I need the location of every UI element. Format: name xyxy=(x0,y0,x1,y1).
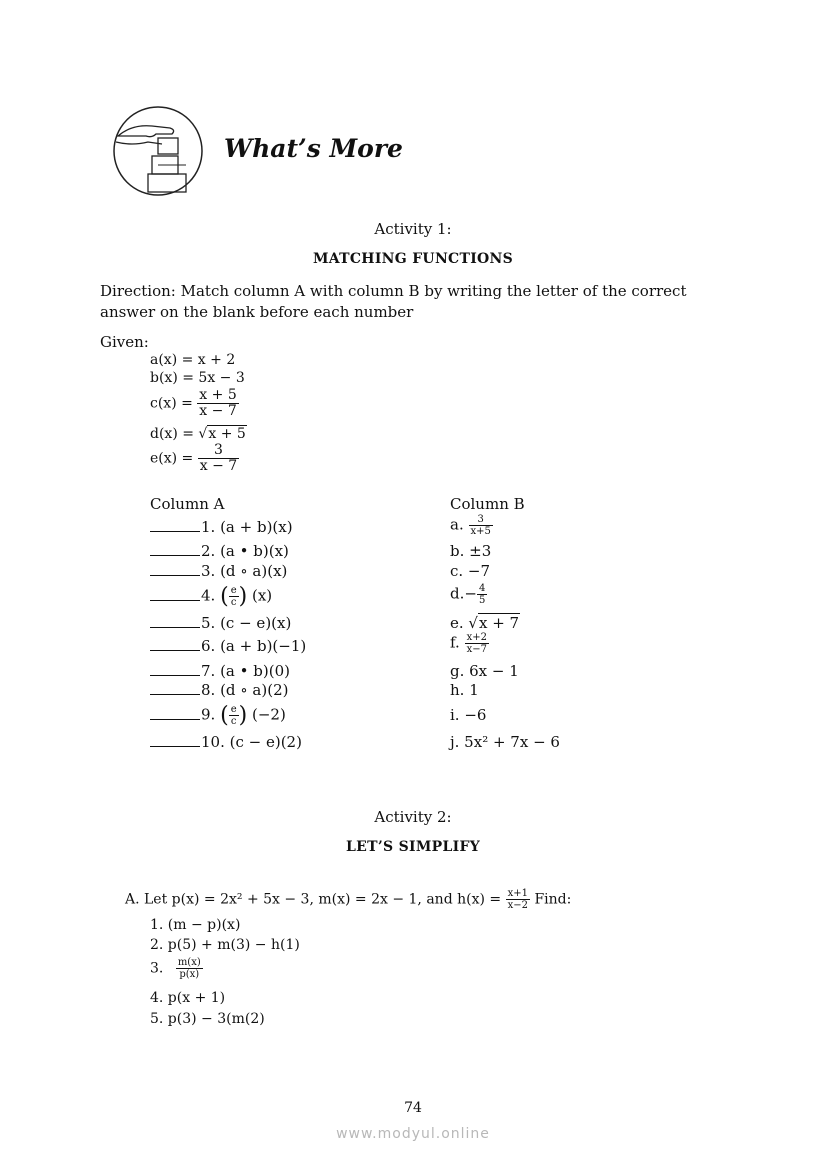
simplify-intro-suffix: Find: xyxy=(534,891,572,908)
column-b-header: Column B xyxy=(450,495,525,513)
function-c-lhs: c(x) = xyxy=(150,395,193,412)
activity2-title: LET’S SIMPLIFY xyxy=(345,839,480,855)
column-a-item: 7. (a • b)(0) xyxy=(150,662,290,680)
column-a-item: 10. (c − e)(2) xyxy=(150,733,302,751)
column-a-item: 2. (a • b)(x) xyxy=(150,542,289,560)
activity1-label: Activity 1: xyxy=(374,220,452,238)
column-a-item: 1. (a + b)(x) xyxy=(150,518,293,536)
answer-blank[interactable] xyxy=(150,519,200,532)
column-a-header: Column A xyxy=(150,495,225,513)
column-a-item: 9. ( $\frac{e}{c}$ ) (−2) xyxy=(150,703,286,728)
function-d-lhs: d(x) = √ xyxy=(150,426,208,442)
column-b-item: j. 5x² + 7x − 6 xyxy=(450,733,560,751)
column-a-item: 5. (c − e)(x) xyxy=(150,614,291,632)
given-label: Given: xyxy=(100,333,149,351)
function-d xyxy=(150,426,247,442)
function-e-fraction xyxy=(198,443,239,474)
answer-blank[interactable] xyxy=(150,707,200,720)
function-e-numerator: 3 xyxy=(198,443,239,459)
page-number: 74 xyxy=(404,1100,422,1116)
simplify-item: 3. $\frac{m(x)}{p(x)}$ xyxy=(150,957,201,980)
function-c-denominator: x − 7 xyxy=(199,403,237,419)
answer-blank[interactable] xyxy=(150,615,200,628)
page-title: What’s More xyxy=(224,134,403,163)
activity1-title: MATCHING FUNCTIONS xyxy=(312,251,514,267)
watermark: www.modyul.online xyxy=(336,1126,490,1142)
function-e xyxy=(150,443,239,474)
simplify-intro-prefix: A. Let p(x) = 2x² + 5x − 3, m(x) = 2x − 1, and h(x) = xyxy=(125,891,502,908)
function-b: b(x) = 5x − 3 xyxy=(150,370,245,386)
column-a-item: 6. (a + b)(−1) xyxy=(150,637,306,655)
column-b-item: f. $\frac{x+2}{x-7}$ xyxy=(450,632,487,655)
quotient-fraction: $\frac{e}{c}$ xyxy=(230,704,237,727)
column-b-item: c. −7 xyxy=(450,562,491,580)
answer-blank[interactable] xyxy=(150,638,200,651)
simplify-item: 1. (m − p)(x) xyxy=(150,917,241,933)
quotient-fraction: $\frac{e}{c}$ xyxy=(230,585,237,608)
column-a-item: 8. (d ∘ a)(2) xyxy=(150,681,288,699)
m-over-p-fraction: $\frac{m(x)}{p(x)}$ xyxy=(177,957,201,980)
answer-blank[interactable] xyxy=(150,588,200,601)
answer-blank[interactable] xyxy=(150,563,200,576)
column-a-item: 4. ( $\frac{e}{c}$ ) (x) xyxy=(150,584,272,609)
h-fraction: $\frac{x+1}{x-2}$ xyxy=(507,888,528,911)
activity2-label: Activity 2: xyxy=(374,808,452,826)
function-c-numerator: x + 5 xyxy=(199,387,237,403)
function-c xyxy=(150,388,239,419)
hand-stacking-blocks-icon xyxy=(112,106,206,200)
simplify-intro xyxy=(125,888,571,911)
simplify-item: 5. p(3) − 3(m(2) xyxy=(150,1011,265,1027)
column-b-item: d.− $\frac{4}{5}$ xyxy=(450,583,486,606)
simplify-item: 4. p(x + 1) xyxy=(150,990,226,1006)
simplify-item: 2. p(5) + m(3) − h(1) xyxy=(150,937,300,953)
column-b-item: a. $\frac{3}{x+5}$ xyxy=(450,514,491,537)
function-d-radicand: x + 5 xyxy=(208,426,246,442)
column-b-item: h. 1 xyxy=(450,681,479,699)
column-b-item: b. ±3 xyxy=(450,542,492,560)
column-a-item: 3. (d ∘ a)(x) xyxy=(150,562,287,580)
answer-blank[interactable] xyxy=(150,734,200,747)
answer-blank[interactable] xyxy=(150,543,200,556)
function-e-lhs: e(x) = xyxy=(150,450,194,467)
column-b-item: i. −6 xyxy=(450,706,487,724)
column-b-item: g. 6x − 1 xyxy=(450,662,519,680)
function-c-fraction xyxy=(197,388,238,419)
column-b-item: e. √x + 7 xyxy=(450,614,520,632)
answer-blank[interactable] xyxy=(150,682,200,695)
answer-blank[interactable] xyxy=(150,663,200,676)
function-a: a(x) = x + 2 xyxy=(150,352,236,368)
activity1-direction: Direction: Match column A with column B by writing the letter of the correct answer on the blank before each number xyxy=(100,282,687,321)
function-e-denominator: x − 7 xyxy=(199,458,238,474)
